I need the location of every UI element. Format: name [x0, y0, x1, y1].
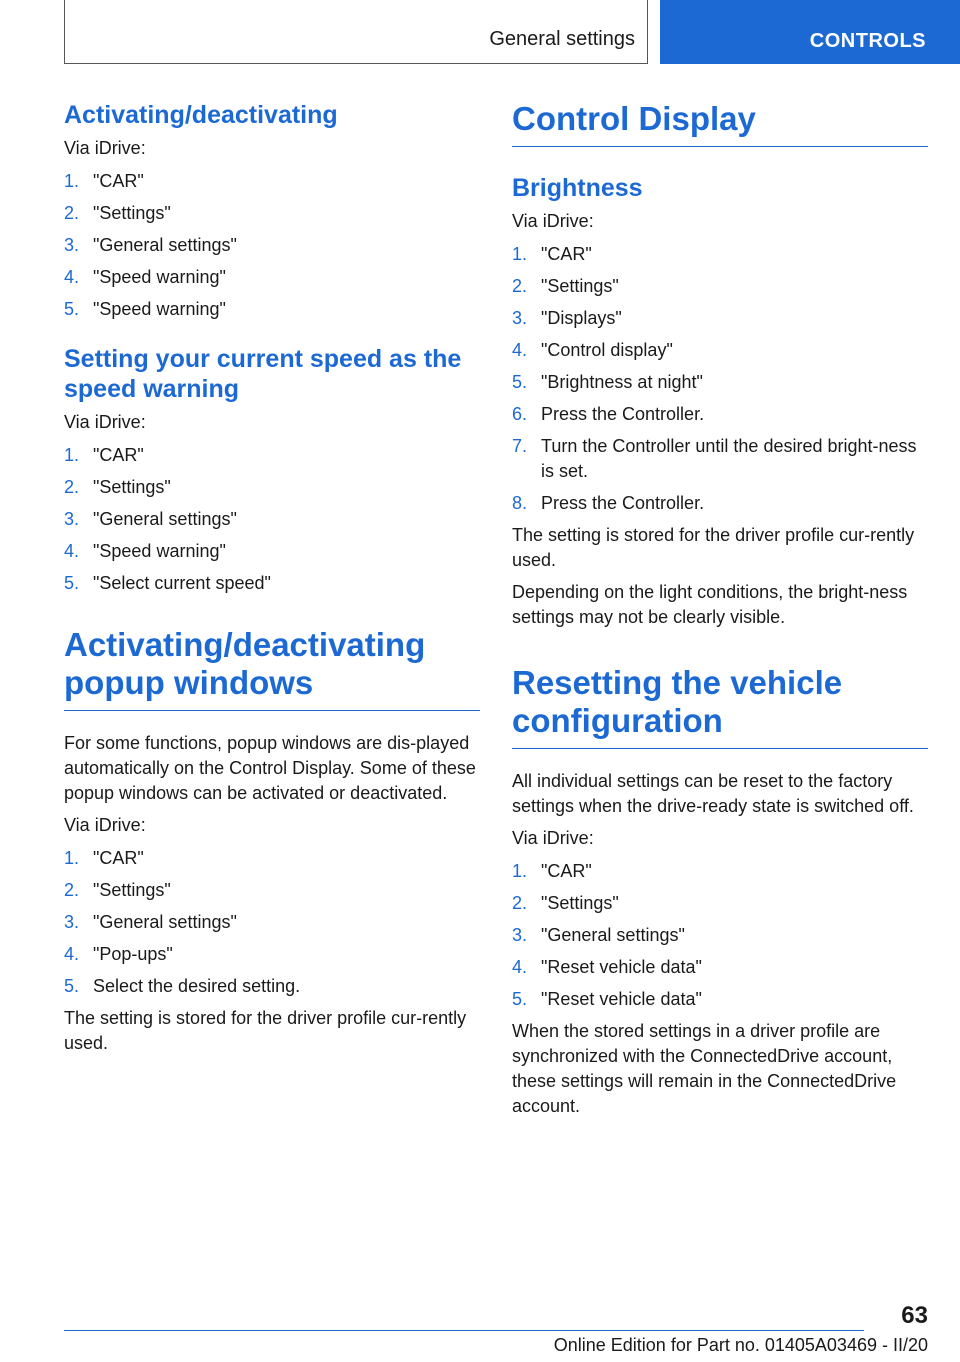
- step-number: 5.: [64, 573, 80, 593]
- via-idrive-label: Via iDrive:: [64, 815, 146, 835]
- list-item: [64, 507, 480, 532]
- step-number: 1.: [64, 848, 80, 868]
- list-item: [512, 491, 928, 516]
- footer-edition: Online Edition for Part no. 01405A03469 - II/20: [553, 1335, 928, 1355]
- step-list: [64, 443, 480, 596]
- left-column: [64, 100, 480, 1063]
- header-section-box: [64, 0, 648, 64]
- footer-divider: [64, 1330, 864, 1331]
- body-paragraph: For some functions, popup windows are dis-played automatically on the Control Display. Some of these popup windows can be activated or deactivated.: [64, 733, 476, 803]
- step-text: "CAR": [93, 171, 144, 191]
- step-text: "Speed warning": [93, 299, 226, 319]
- list-item: [512, 955, 928, 980]
- step-number: 4.: [64, 267, 80, 287]
- step-text: "General settings": [93, 235, 237, 255]
- step-text: "CAR": [541, 861, 592, 881]
- list-item: [512, 242, 928, 267]
- step-number: 1.: [64, 445, 80, 465]
- header-chapter-tab: [660, 0, 960, 64]
- step-list: [64, 846, 480, 999]
- step-text: "Displays": [541, 308, 622, 328]
- list-item: [64, 846, 480, 871]
- step-number: 4.: [64, 541, 80, 561]
- step-number: 6.: [512, 404, 528, 424]
- header-chapter-title: CONTROLS: [809, 30, 926, 52]
- step-text: Turn the Controller until the desired bright-ness is set.: [541, 436, 917, 481]
- section-control-display: [512, 100, 928, 147]
- list-item: [512, 891, 928, 916]
- step-text: "Reset vehicle data": [541, 957, 702, 977]
- list-item: [64, 974, 480, 999]
- note-paragraph: When the stored settings in a driver profile are synchronized with the ConnectedDrive account, these settings will remain in the ConnectedDrive account.: [512, 1021, 897, 1116]
- step-number: 4.: [512, 340, 528, 360]
- via-idrive-label: Via iDrive:: [64, 412, 146, 432]
- list-item: [512, 987, 928, 1012]
- list-item: [64, 942, 480, 967]
- via-idrive-label: Via iDrive:: [64, 138, 146, 158]
- step-text: "Brightness at night": [541, 372, 703, 392]
- step-text: "Settings": [93, 477, 171, 497]
- step-text: "Speed warning": [93, 267, 226, 287]
- right-column: [512, 100, 928, 1126]
- note-paragraph: The setting is stored for the driver profile cur-rently used.: [512, 525, 915, 570]
- step-text: "Pop-ups": [93, 944, 173, 964]
- list-item: [64, 475, 480, 500]
- step-text: Press the Controller.: [541, 493, 705, 513]
- list-item: [512, 306, 928, 331]
- list-item: [64, 265, 480, 290]
- section-reset-vehicle: [512, 664, 928, 1119]
- step-number: 3.: [64, 235, 80, 255]
- step-number: 1.: [512, 861, 528, 881]
- step-number: 2.: [64, 203, 80, 223]
- step-number: 3.: [512, 308, 528, 328]
- list-item: [512, 402, 928, 427]
- step-number: 5.: [512, 989, 528, 1009]
- step-text: "Settings": [93, 203, 171, 223]
- step-number: 5.: [64, 299, 80, 319]
- step-text: "Speed warning": [93, 541, 226, 561]
- step-text: "Select current speed": [93, 573, 271, 593]
- step-number: 2.: [64, 477, 80, 497]
- list-item: [512, 859, 928, 884]
- step-list: [64, 169, 480, 322]
- step-text: "Control display": [541, 340, 673, 360]
- note-paragraph: Depending on the light conditions, the bright-ness settings may not be clearly visible.: [512, 582, 908, 627]
- section-current-speed: [64, 344, 480, 596]
- step-number: 3.: [64, 912, 80, 932]
- step-number: 5.: [512, 372, 528, 392]
- step-text: "CAR": [93, 445, 144, 465]
- chapter-title: Resetting the vehicle configuration: [512, 664, 928, 749]
- section-title: Activating/deactivating: [64, 101, 338, 129]
- step-text: "General settings": [93, 509, 237, 529]
- step-text: "Settings": [93, 880, 171, 900]
- list-item: [512, 370, 928, 395]
- step-number: 4.: [64, 944, 80, 964]
- list-item: [512, 274, 928, 299]
- step-text: Press the Controller.: [541, 404, 705, 424]
- section-title: Setting your current speed as the speed warning: [64, 345, 462, 403]
- chapter-title: Activating/deactivating popup windows: [64, 626, 480, 711]
- list-item: [64, 878, 480, 903]
- step-number: 3.: [512, 925, 528, 945]
- step-text: "General settings": [541, 925, 685, 945]
- list-item: [512, 434, 928, 484]
- page-number: 63: [901, 1302, 928, 1329]
- step-text: "General settings": [93, 912, 237, 932]
- list-item: [64, 169, 480, 194]
- list-item: [64, 443, 480, 468]
- step-number: 7.: [512, 436, 528, 456]
- chapter-title: Control Display: [512, 100, 928, 147]
- step-number: 2.: [512, 276, 528, 296]
- step-number: 1.: [512, 244, 528, 264]
- step-text: "Settings": [541, 893, 619, 913]
- step-number: 5.: [64, 976, 80, 996]
- via-idrive-label: Via iDrive:: [512, 828, 594, 848]
- list-item: [512, 338, 928, 363]
- step-number: 4.: [512, 957, 528, 977]
- via-idrive-label: Via iDrive:: [512, 211, 594, 231]
- step-number: 2.: [512, 893, 528, 913]
- section-brightness: [512, 173, 928, 630]
- step-text: "Reset vehicle data": [541, 989, 702, 1009]
- note-paragraph: The setting is stored for the driver profile cur-rently used.: [64, 1008, 467, 1053]
- section-popup-windows: [64, 626, 480, 1056]
- list-item: [64, 910, 480, 935]
- step-number: 2.: [64, 880, 80, 900]
- list-item: [64, 539, 480, 564]
- step-list: [512, 242, 928, 516]
- step-text: "CAR": [93, 848, 144, 868]
- step-text: "Settings": [541, 276, 619, 296]
- section-activating-deactivating: [64, 100, 480, 322]
- list-item: [64, 571, 480, 596]
- step-number: 3.: [64, 509, 80, 529]
- section-title: Brightness: [512, 174, 643, 202]
- list-item: [512, 923, 928, 948]
- list-item: [64, 201, 480, 226]
- step-number: 8.: [512, 493, 528, 513]
- list-item: [64, 297, 480, 322]
- step-text: "CAR": [541, 244, 592, 264]
- list-item: [64, 233, 480, 258]
- step-text: Select the desired setting.: [93, 976, 301, 996]
- header-section-title: General settings: [489, 28, 635, 50]
- step-number: 1.: [64, 171, 80, 191]
- step-list: [512, 859, 928, 1012]
- body-paragraph: All individual settings can be reset to the factory settings when the drive-ready state is switched off.: [512, 771, 914, 816]
